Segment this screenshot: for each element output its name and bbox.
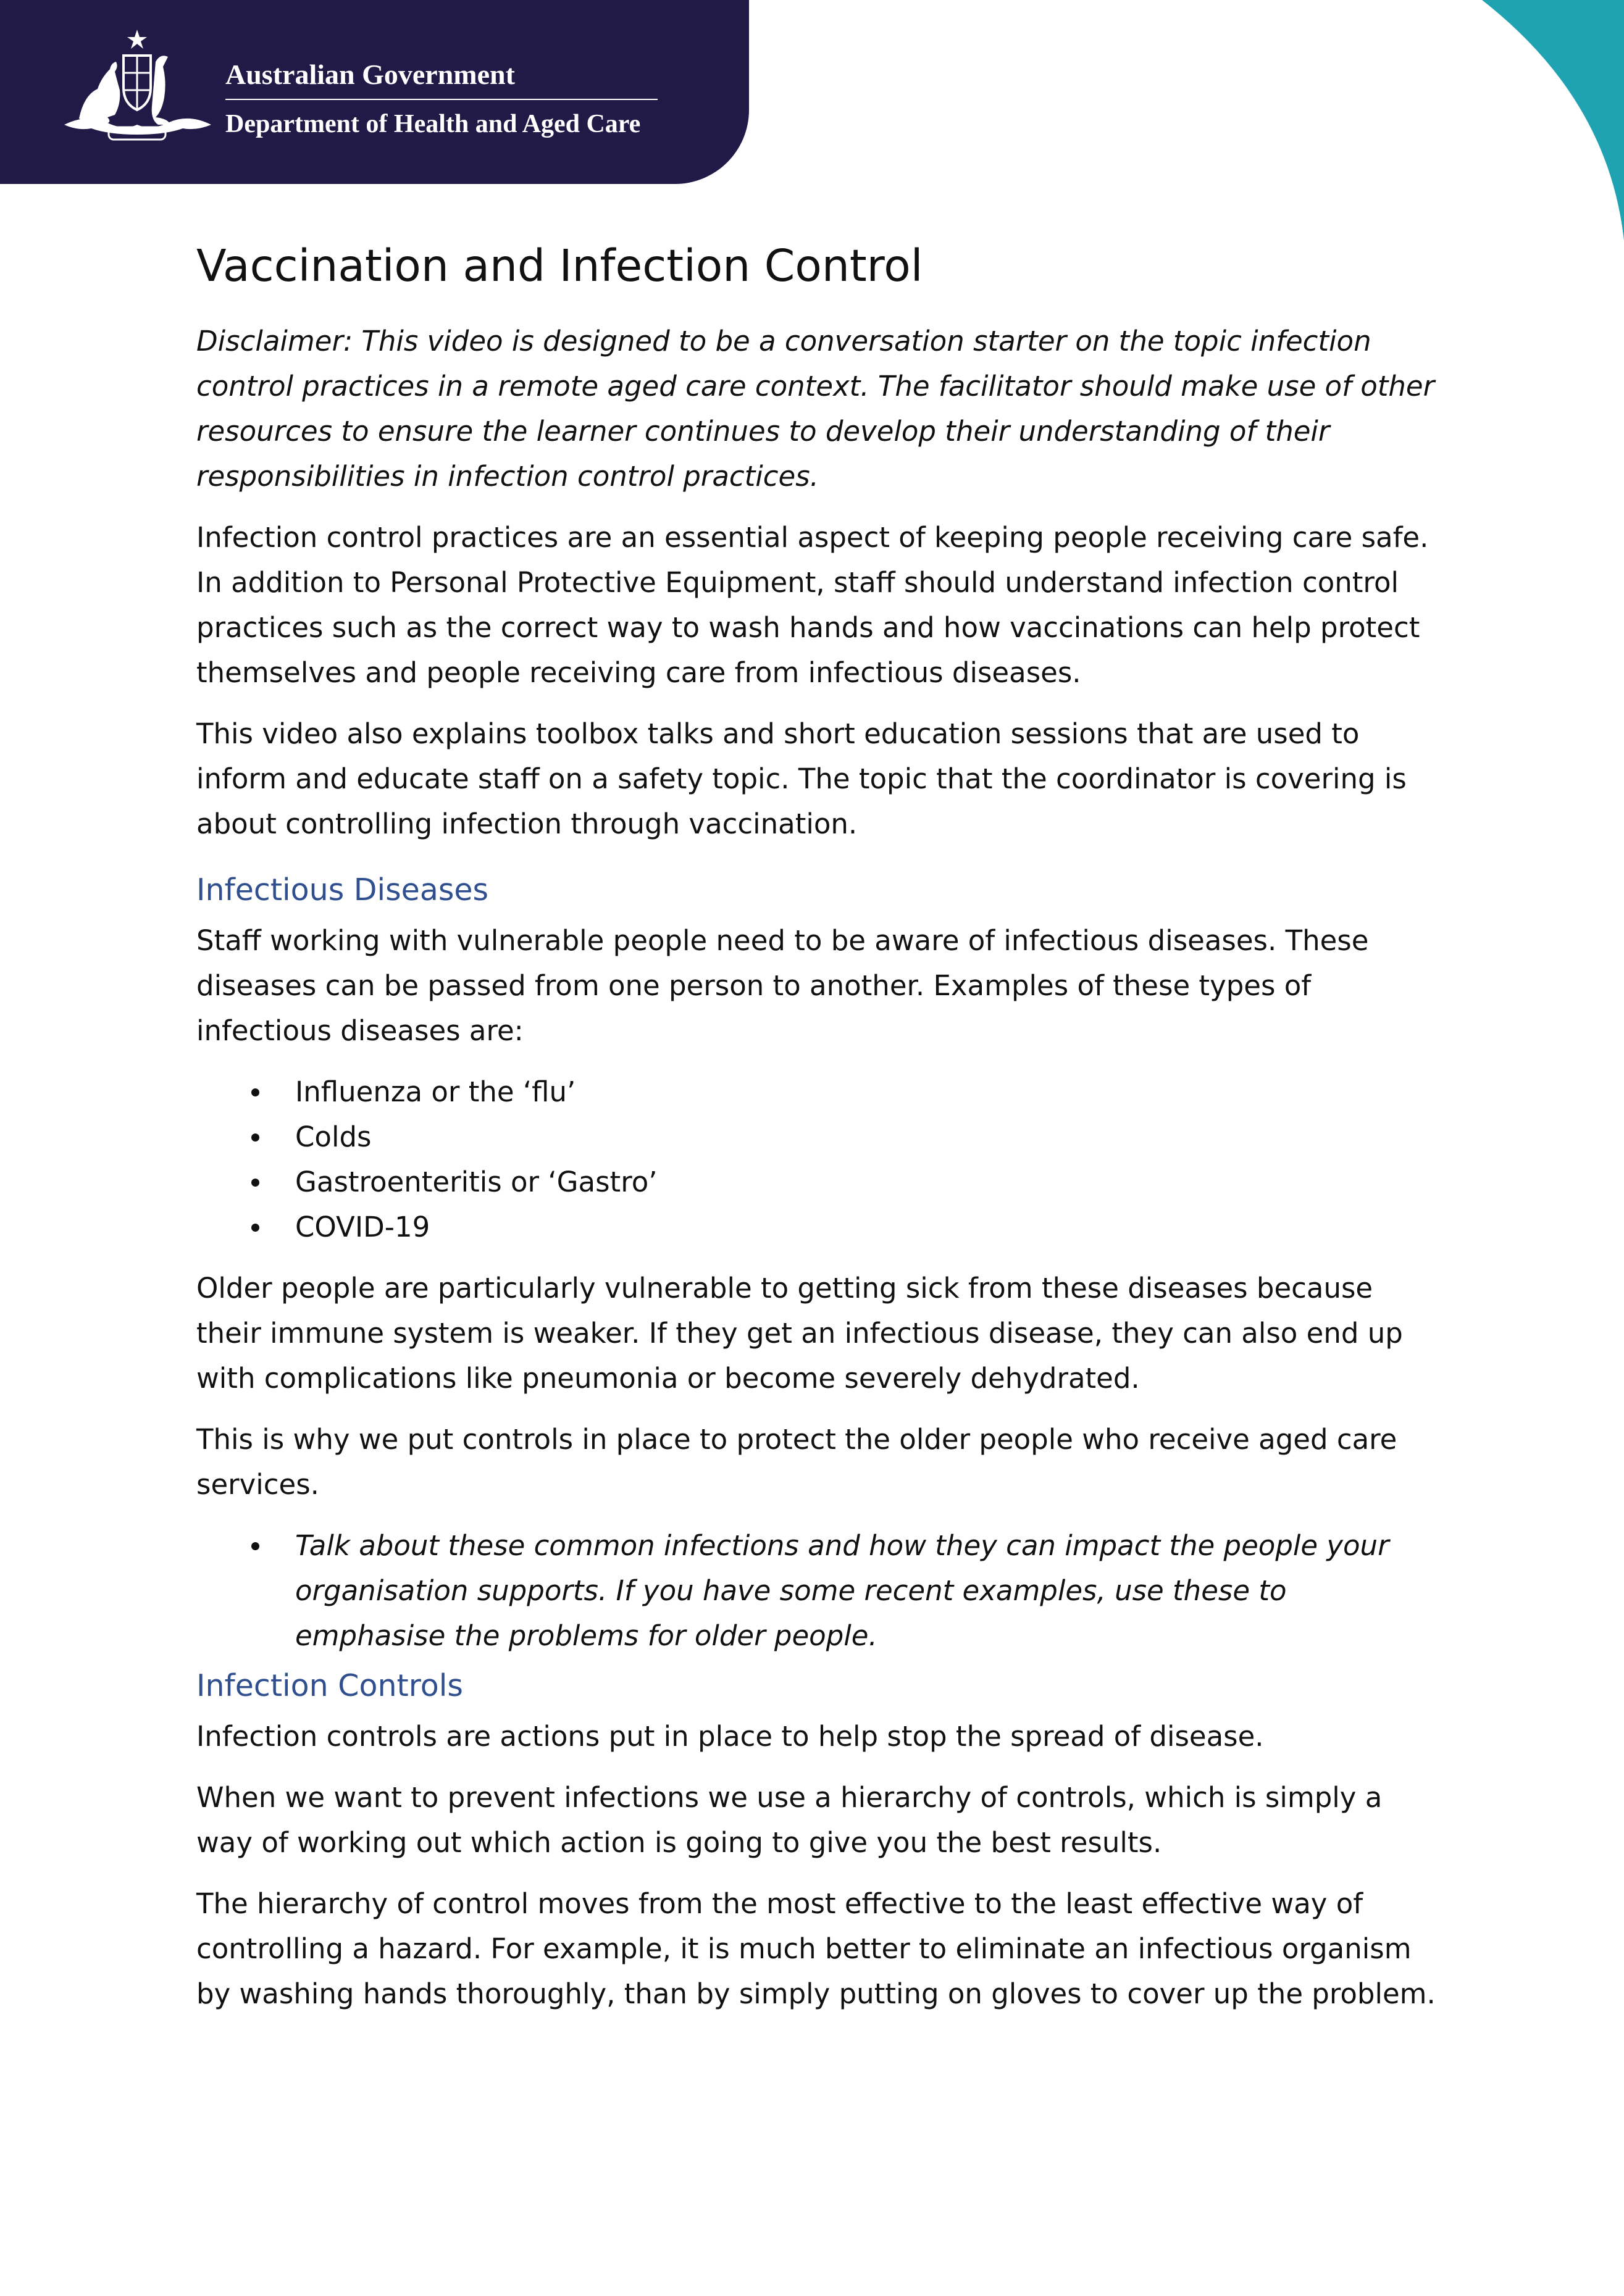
gov-name: Australian Government — [225, 59, 515, 90]
list-item: COVID-19 — [196, 1204, 1438, 1250]
facilitator-note: Talk about these common infections and how they can impact the people your organisation supports. If you have some recent examples, use these to emphasise the problems for older people. — [196, 1523, 1438, 1658]
intro-paragraph: Infection control practices are an essential aspect of keeping people receiving care safe. In addition to Personal Protective Equipment, staff should understand infection control practices such as the correct way to wash hands and how vaccinations can help protect themselves and people receiving care from infectious diseases. — [196, 521, 1429, 689]
coat-of-arms-icon — [62, 26, 213, 143]
disease-list — [196, 1069, 1438, 1250]
facilitator-note-list — [196, 1523, 1438, 1658]
dept-name: Department of Health and Aged Care — [225, 110, 641, 138]
intro-paragraph: This video also explains toolbox talks and short education sessions that are used to inform and educate staff on a safety topic. The topic that the coordinator is covering is about controlling infection through vaccination. — [196, 717, 1407, 840]
body-paragraph: When we want to prevent infections we use a hierarchy of controls, which is simply a way of working out which action is going to give you the best results. — [196, 1781, 1383, 1859]
header-divider — [225, 99, 658, 100]
body-paragraph: Infection controls are actions put in place to help stop the spread of disease. — [196, 1720, 1264, 1753]
page-title: Vaccination and Infection Control — [196, 240, 923, 291]
body-paragraph: The hierarchy of control moves from the most effective to the least effective way of controlling a hazard. For example, it is much better to eliminate an infectious organism by washing hands thoroughly, than by simply putting on gloves to cover up the problem. — [196, 1887, 1436, 2010]
document-body — [196, 232, 1438, 2032]
section-heading: Infectious Diseases — [196, 872, 489, 908]
section-heading: Infection Controls — [196, 1668, 463, 1703]
corner-swoosh — [1482, 0, 1624, 247]
list-item: Influenza or the ‘flu’ — [196, 1069, 1438, 1114]
disclaimer: Disclaimer: This video is designed to be a conversation starter on the topic infection control practices in a remote aged care context. The facilitator should make use of other resources to ensure the learner continues to develop their understanding of their responsibilities in infection control practices. — [196, 325, 1435, 493]
list-item: Gastroenteritis or ‘Gastro’ — [196, 1159, 1438, 1204]
body-paragraph: Older people are particularly vulnerable to getting sick from these diseases because their immune system is weaker. If they get an infectious disease, they can also end up with complications like pneumonia or become severely dehydrated. — [196, 1272, 1403, 1395]
section-intro: Staff working with vulnerable people need to be aware of infectious diseases. These diseases can be passed from one person to another. Examples of these types of infectious diseases are: — [196, 924, 1369, 1047]
list-item: Colds — [196, 1114, 1438, 1159]
header-band — [0, 0, 749, 184]
body-paragraph: This is why we put controls in place to protect the older people who receive aged care services. — [196, 1423, 1397, 1501]
